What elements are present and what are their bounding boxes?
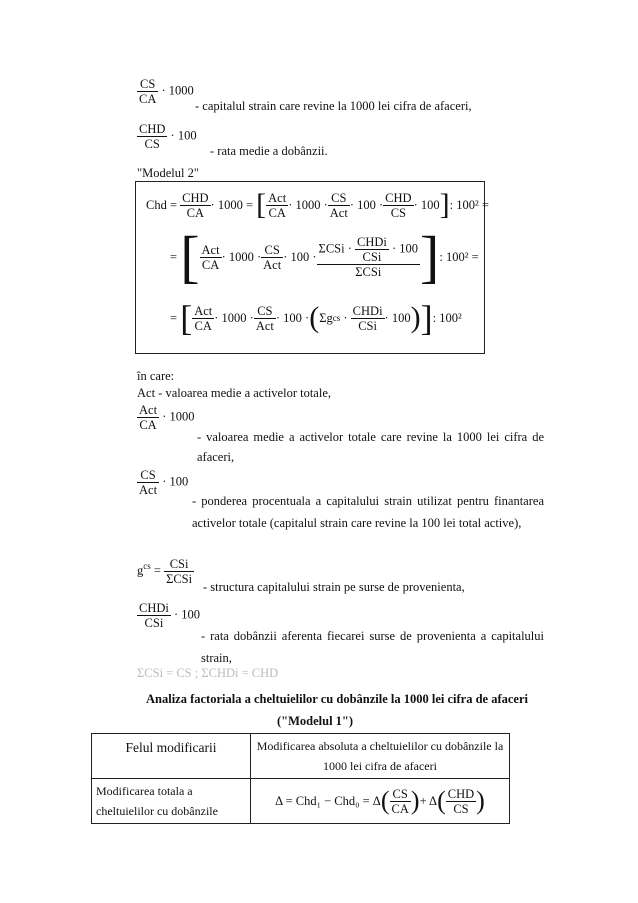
section-title: Analiza factoriala a cheltuielilor cu dobânzile la 1000 lei cifra de afaceri <box>146 692 528 706</box>
section-subtitle: ("Modelul 1") <box>277 714 354 728</box>
table-cell-formula: Δ = Chd₁ − Chd₀ = Δ ( $\frac{CS}{CA}$ ) + Δ ( $\frac{\text{CHD}}{CS}$ ) <box>251 779 510 824</box>
definition-text: - rata medie a dobânzii. <box>210 144 328 158</box>
table-header-cell: Felul modificarii <box>92 734 251 779</box>
formula-gcs: $g^{cs}$ = $\frac{\text{CSi}}{\text{ΣCSi}}$ <box>137 557 193 586</box>
definition-text: - structura capitalului strain pe surse de provenienta, <box>203 580 465 594</box>
formula-cs-ca: $\frac{CS}{CA}$ · 1000 <box>139 77 194 106</box>
in-care-label: în care: <box>137 369 175 383</box>
formula-line-3: = [ $\frac{\text{Act}}{CA}$ · 1000 · $\frac{CS}{\text{Act}}$ · 100 · ( Σg cs · $\frac{\text{CHDi}}{\text{CSi}}$ · 100 ) ] : 100² <box>170 298 462 338</box>
table-cell: Modificarea totala a cheltuielilor cu dobânzile <box>92 779 251 824</box>
formula-line-2: = [ $\frac{\text{Act}}{CA}$ · 1000 · $\frac{CS}{\text{Act}}$ · 100 · ΣCSi · $\frac{\text{CHDi}}{\text{CSi}}$ · 100 ΣCSi ] : 100² = <box>170 224 479 289</box>
act-definition: Act - valoarea medie a activelor totale, <box>137 386 331 400</box>
table-header-row <box>92 734 510 779</box>
table-header-cell: Modificarea absoluta a cheltuielilor cu dobânzile la 1000 lei cifra de afaceri <box>251 734 510 779</box>
definition-text: - capitalul strain care revine la 1000 lei cifra de afaceri, <box>195 99 472 113</box>
table-row <box>92 779 510 824</box>
formula-line-1: Chd = $\frac{\text{CHD}}{CA}$ · 1000 = [ $\frac{\text{Act}}{CA}$ · 1000 · $\frac{CS}{\text{Act}}$ · 100 · $\frac{\text{CHD}}{CS}$ · 100 ] : 100² = <box>146 188 489 221</box>
model2-label: "Modelul 2" <box>137 166 199 180</box>
model2-formula-box <box>135 181 489 354</box>
definition-text: - ponderea procentuala a capitalului strain utilizat pentru finantarea activelor totale (capitalul strain care revine la 100 lei total active), <box>192 494 544 530</box>
formula-chd-cs: $\frac{\text{CHD}}{CS}$ · 100 <box>139 122 197 151</box>
factor-analysis-table <box>91 733 510 824</box>
sum-identities: ΣCSi = CS ; ΣCHDi = CHD <box>137 666 279 680</box>
formula-act-ca: $\frac{\text{Act}}{CA}$ · 1000 <box>139 403 195 432</box>
formula-cs-act: $\frac{CS}{\text{Act}}$ · 100 <box>139 468 189 497</box>
definition-text: - valoarea medie a activelor totale care revine la 1000 lei cifra de afaceri, <box>197 430 544 464</box>
formula-chdi-csi: $\frac{\text{CHDi}}{\text{CSi}}$ · 100 <box>139 601 201 630</box>
definition-text: - rata dobânzii aferenta fiecarei surse de provenienta a capitalului strain, <box>201 629 544 665</box>
